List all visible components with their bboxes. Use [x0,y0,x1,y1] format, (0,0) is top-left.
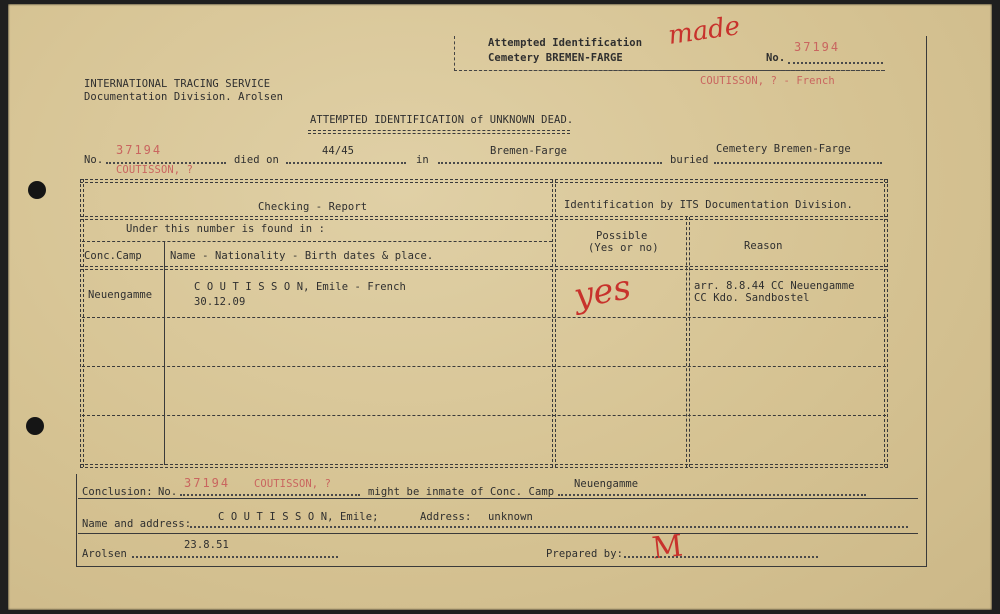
subject-top: COUTISSON, ? - French [700,75,835,87]
frame-bottom [76,566,927,567]
col-camp-header: Conc.Camp [84,250,142,262]
row-reason-2: CC Kdo. Sandbostel [694,292,810,304]
frame-left [76,474,77,566]
punch-hole-top [28,181,46,199]
table-top-border [80,179,888,183]
col-possible-header-2: (Yes or no) [588,242,659,254]
handwritten-made: made [666,11,742,51]
conclusion-no-value: 37194 [184,476,231,490]
record-no-label: No. [84,154,104,166]
col-name-header: Name - Nationality - Birth dates & place. [170,250,434,262]
checking-report-heading: Checking - Report [258,201,368,213]
table-bottom-border [80,464,888,468]
header-box-line2: Cemetery BREMEN-FARGE [488,52,623,64]
header-no-value: 37194 [794,40,841,54]
row-camp: Neuengamme [88,289,153,301]
header-no-label: No. [766,52,786,64]
record-name-under-no: COUTISSON, ? [116,164,194,176]
conclusion-text: might be inmate of Conc. Camp [368,486,555,498]
footer-date: 23.8.51 [184,539,229,551]
conclusion-no-label: No. [158,486,178,498]
col-possible-header-1: Possible [596,230,648,242]
died-value: 44/45 [322,145,355,157]
row-possible: yes [570,267,634,317]
row-birth: 30.12.09 [194,296,246,308]
name-address-label: Name and address: [82,518,192,530]
in-value: Bremen-Farge [490,145,568,157]
buried-value: Cemetery Bremen-Farge [716,143,851,155]
frame-right [926,36,927,566]
footer-place: Arolsen [82,548,127,560]
conclusion-name: COUTISSON, ? [254,478,332,490]
conclusion-label: Conclusion: [82,486,153,498]
address-label: Address: [420,511,472,523]
org-line1: INTERNATIONAL TRACING SERVICE [84,78,271,90]
prepared-by-mark: M [650,528,685,567]
prepared-by-label: Prepared by: [546,548,624,560]
org-line2: Documentation Division. Arolsen [84,91,284,103]
name-address-name: C O U T I S S O N, Emile; [218,511,379,523]
record-no-value: 37194 [116,143,163,157]
address-value: unknown [488,511,533,523]
index-card [8,4,992,610]
row-name: C O U T I S S O N, Emile - French [194,281,406,293]
conclusion-camp: Neuengamme [574,478,639,490]
header-box-line1: Attempted Identification [488,37,643,49]
found-in-label: Under this number is found in : [126,223,326,235]
page-title: ATTEMPTED IDENTIFICATION of UNKNOWN DEAD. [310,114,574,126]
col-reason-header: Reason [744,240,783,252]
row-reason-1: arr. 8.8.44 CC Neuengamme [694,280,855,292]
its-identification-heading: Identification by ITS Documentation Division. [564,199,853,211]
died-label: died on [234,154,279,166]
punch-hole-bottom [26,417,44,435]
in-label: in [416,154,429,166]
buried-label: buried [670,154,709,166]
